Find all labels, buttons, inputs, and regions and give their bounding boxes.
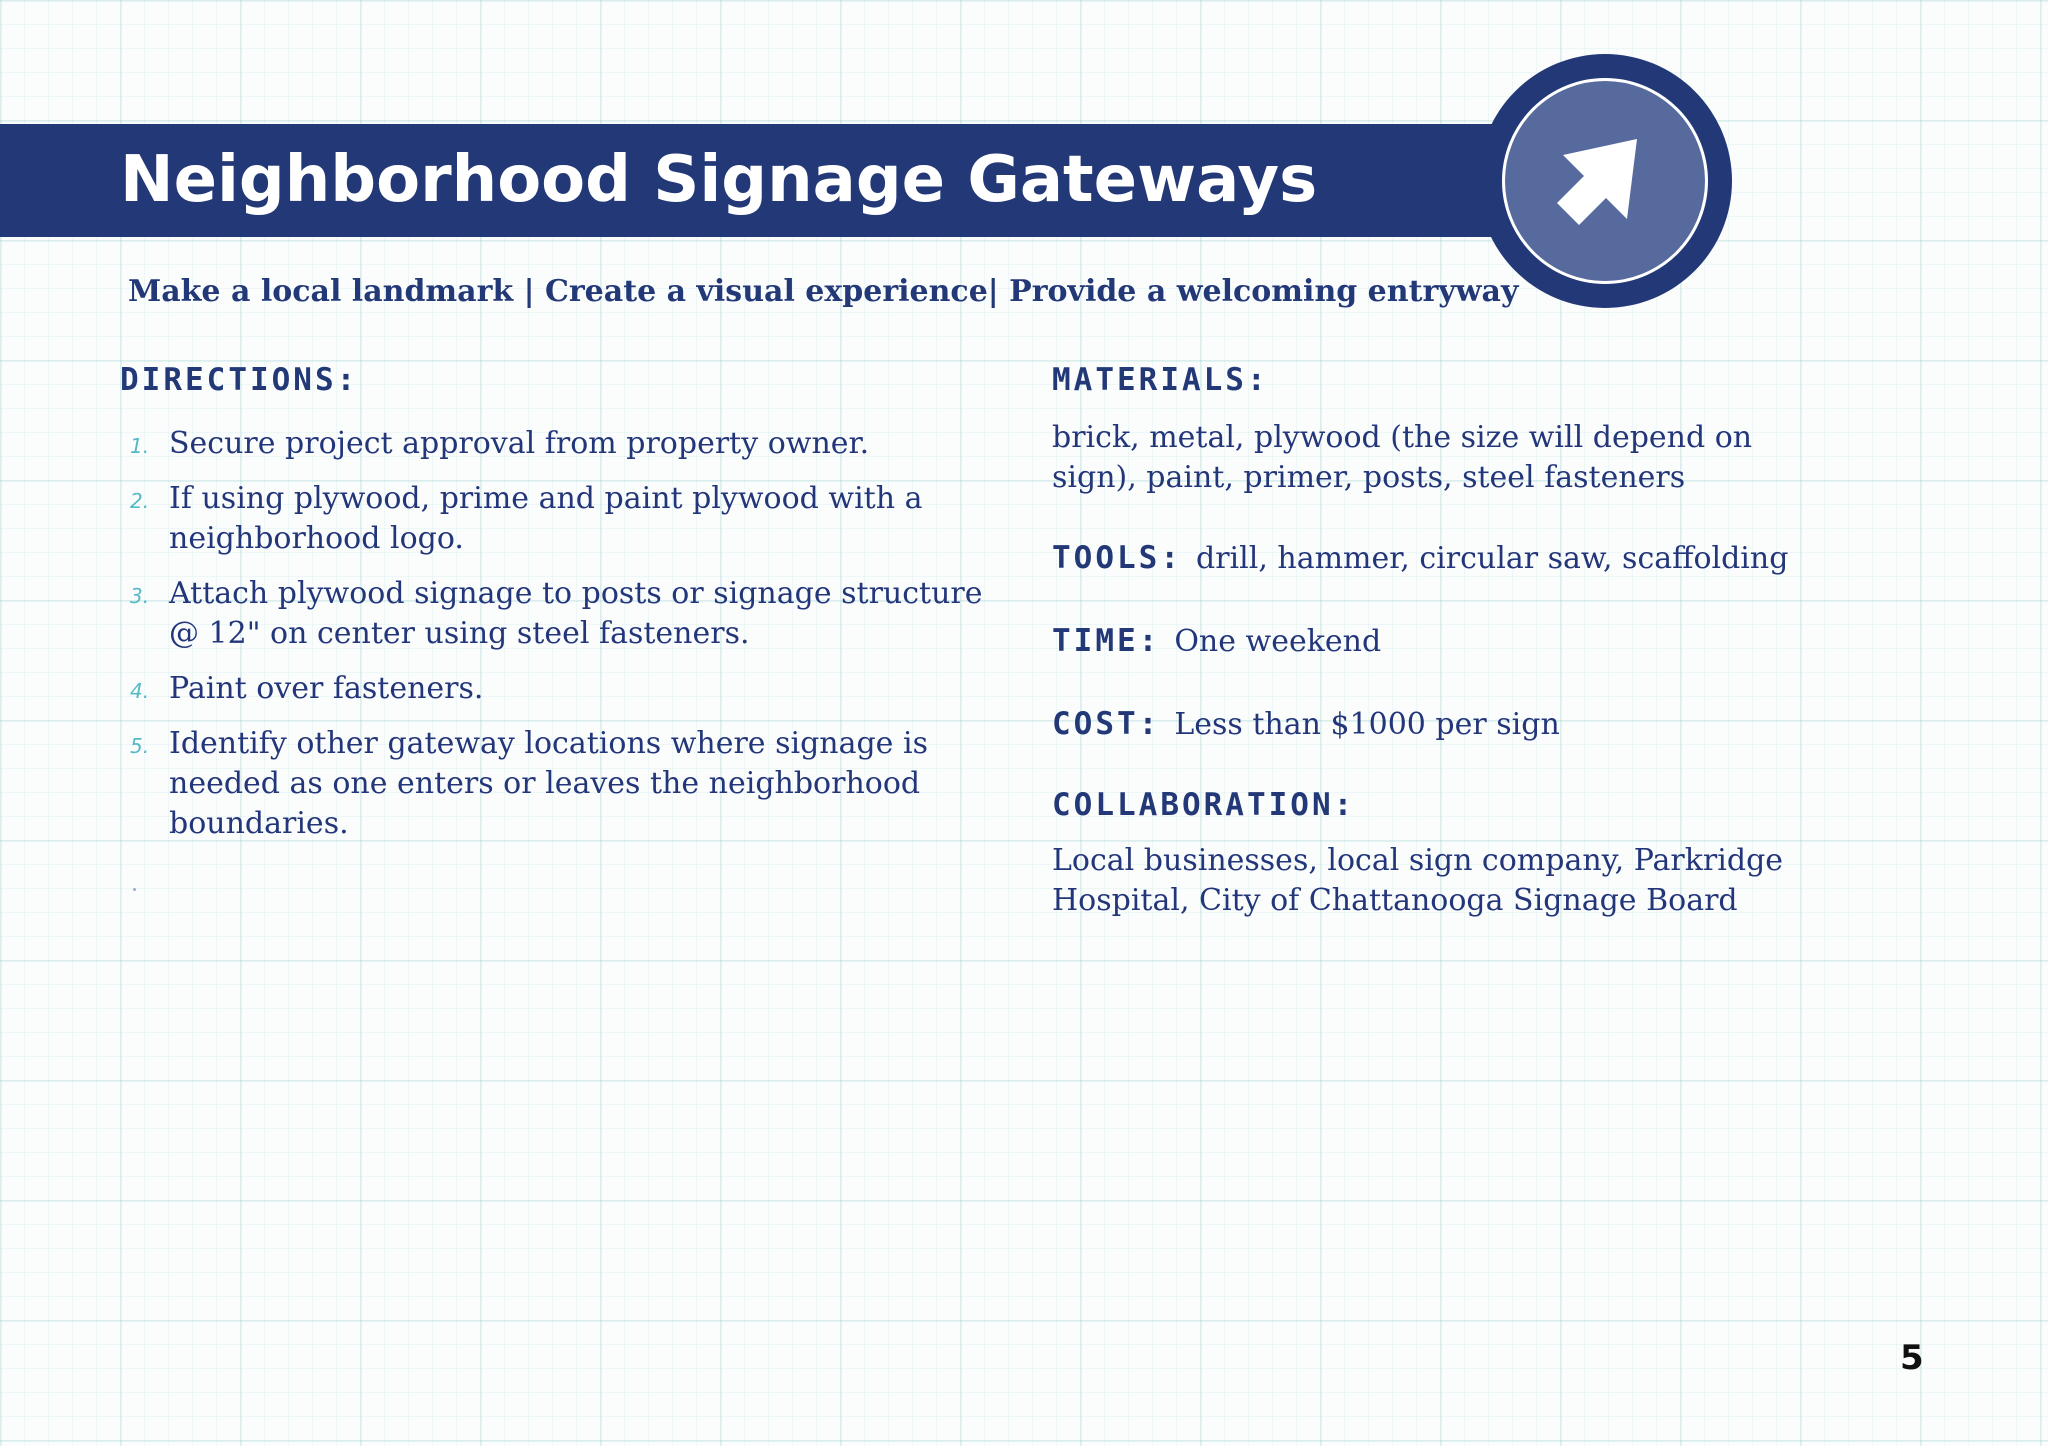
materials-text: brick, metal, plywood (the size will depend on sign), paint, primer, posts, steel fasteners [1052, 420, 1753, 495]
step-number: 3. [130, 584, 150, 608]
list-item [120, 574, 1000, 654]
tools-section [1052, 538, 1812, 579]
step-text: Paint over fasteners. [169, 671, 484, 706]
list-item [120, 724, 1000, 844]
list-item [120, 479, 1000, 559]
directions-list [120, 424, 1000, 844]
time-section [1052, 621, 1812, 662]
stray-dot [133, 888, 136, 891]
page-number: 5 [1900, 1338, 1924, 1378]
directions-heading: DIRECTIONS: [120, 362, 359, 398]
page-title: Neighborhood Signage Gateways [120, 143, 1318, 217]
step-number: 4. [130, 679, 150, 703]
tools-text: drill, hammer, circular saw, scaffolding [1195, 541, 1789, 576]
list-item [120, 424, 1000, 464]
collaboration-section [1052, 785, 1812, 921]
step-text: Secure project approval from property owner. [169, 426, 870, 461]
arrow-up-right-icon [1505, 81, 1705, 281]
step-text: Identify other gateway locations where signage is needed as one enters or leaves the neighborhood boundaries. [169, 726, 928, 841]
details-column [1052, 360, 1812, 921]
collaboration-text: Local businesses, local sign company, Parkridge Hospital, City of Chattanooga Signage Board [1052, 843, 1784, 918]
list-item [120, 669, 1000, 709]
time-text: One weekend [1174, 624, 1382, 659]
time-heading: TIME: [1052, 623, 1161, 659]
collaboration-heading: COLLABORATION: [1052, 787, 1356, 823]
materials-heading: MATERIALS: [1052, 362, 1269, 398]
cost-section [1052, 704, 1812, 745]
badge [1478, 54, 1732, 308]
badge-inner [1502, 78, 1708, 284]
tagline: Make a local landmark | Create a visual experience| Provide a welcoming entryway [128, 274, 1519, 309]
cost-text: Less than $1000 per sign [1174, 707, 1560, 742]
cost-heading: COST: [1052, 706, 1161, 742]
directions-section [120, 360, 1000, 859]
step-text: Attach plywood signage to posts or signage structure @ 12" on center using steel fasteners. [169, 576, 983, 651]
step-number: 5. [130, 734, 150, 758]
tools-heading: TOOLS: [1052, 540, 1182, 576]
step-number: 2. [130, 489, 150, 513]
materials-section [1052, 360, 1812, 498]
step-number: 1. [130, 434, 150, 458]
step-text: If using plywood, prime and paint plywood with a neighborhood logo. [169, 481, 923, 556]
